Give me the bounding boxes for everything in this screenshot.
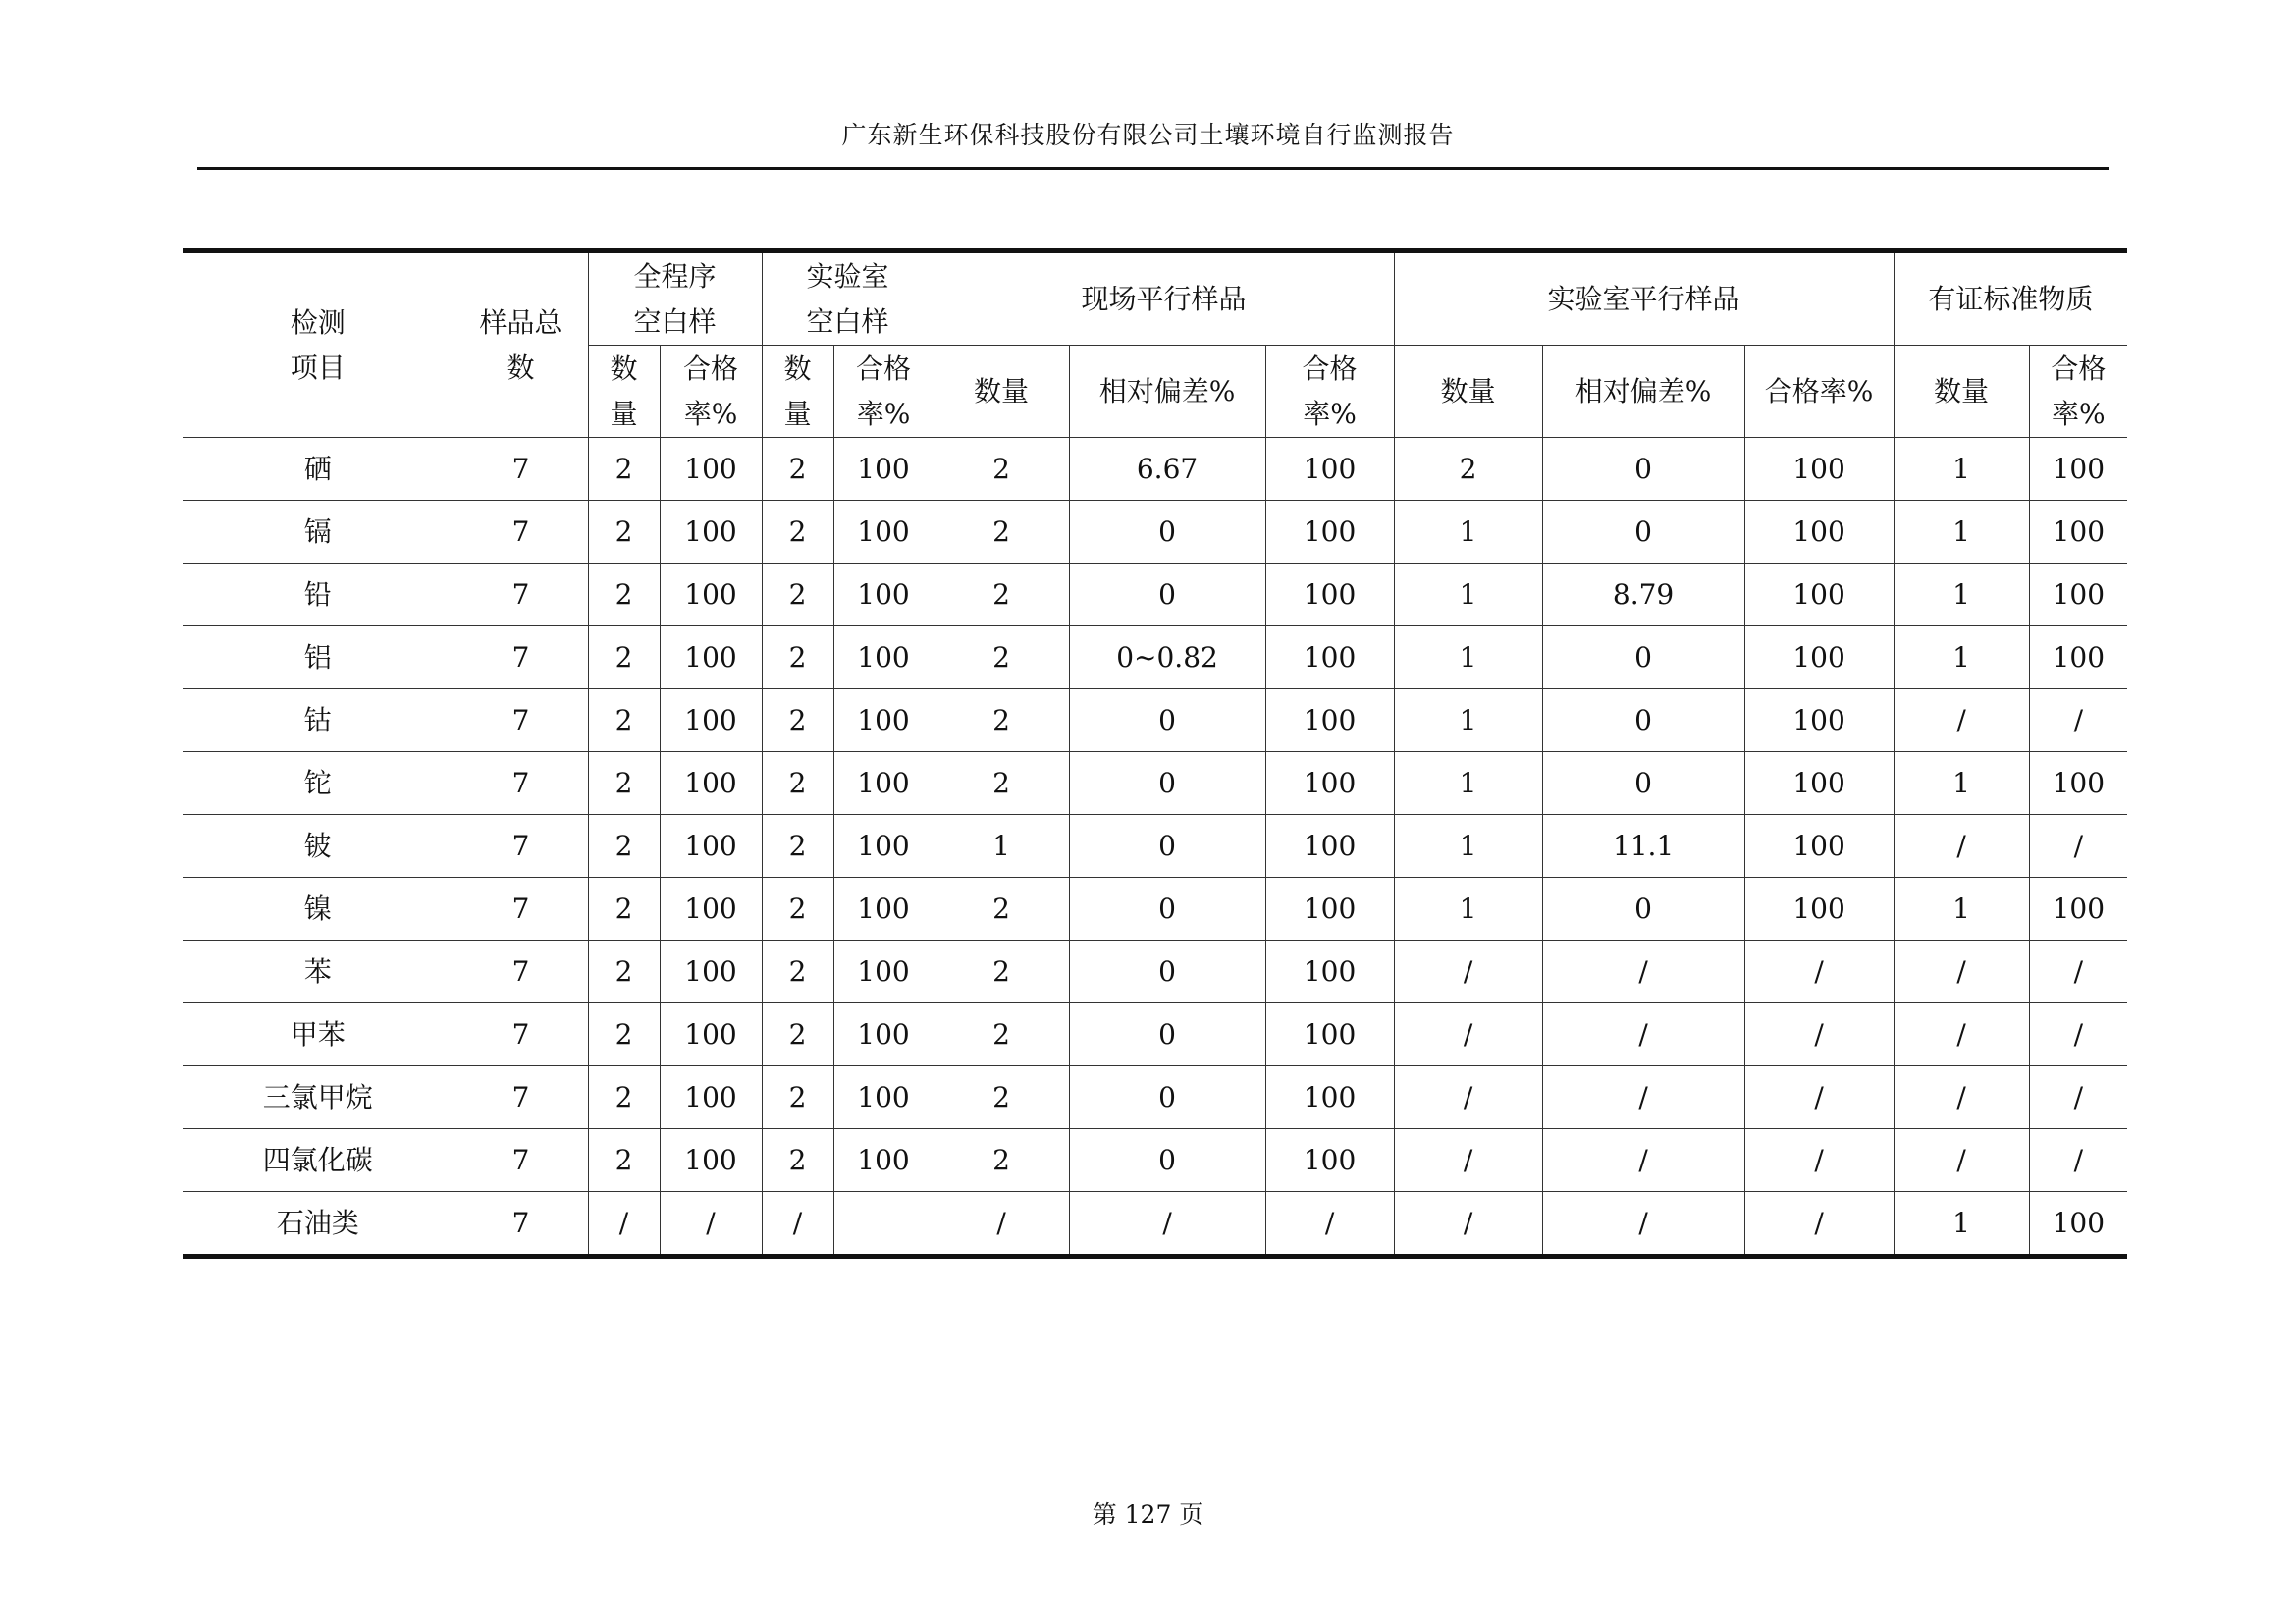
table-cell: 100 bbox=[833, 815, 934, 878]
table-cell: 2 bbox=[1394, 438, 1542, 501]
table-cell: 100 bbox=[660, 815, 762, 878]
table-cell: / bbox=[1265, 1192, 1394, 1257]
table-cell: 100 bbox=[2029, 752, 2127, 815]
subheader-count: 数量 bbox=[934, 346, 1069, 438]
table-cell: 2 bbox=[588, 752, 660, 815]
table-cell: 2 bbox=[762, 501, 833, 564]
table-cell: 2 bbox=[934, 1003, 1069, 1066]
table-cell: 2 bbox=[588, 1129, 660, 1192]
table-cell: 1 bbox=[1394, 752, 1542, 815]
table-cell: 0 bbox=[1542, 438, 1744, 501]
table-cell: 2 bbox=[934, 941, 1069, 1003]
table-cell: 100 bbox=[2029, 878, 2127, 941]
table-cell: 2 bbox=[588, 1066, 660, 1129]
table-row bbox=[183, 626, 2127, 689]
table-cell: 2 bbox=[588, 501, 660, 564]
page-header-title: 广东新生环保科技股份有限公司土壤环境自行监测报告 bbox=[841, 121, 1455, 149]
table-cell: 2 bbox=[934, 689, 1069, 752]
table-cell: 7 bbox=[454, 438, 588, 501]
table-cell: / bbox=[1542, 941, 1744, 1003]
table-cell: / bbox=[762, 1192, 833, 1257]
table-cell bbox=[833, 1192, 934, 1257]
table-cell: 0~0.82 bbox=[1069, 626, 1265, 689]
table-cell: / bbox=[1744, 1129, 1894, 1192]
table-cell: 100 bbox=[833, 1129, 934, 1192]
row-item-name: 钴 bbox=[183, 689, 454, 752]
table-row bbox=[183, 689, 2127, 752]
table-cell: 100 bbox=[2029, 626, 2127, 689]
row-item-name: 硒 bbox=[183, 438, 454, 501]
table-cell: / bbox=[2029, 689, 2127, 752]
table-cell: / bbox=[1894, 815, 2029, 878]
table-cell: 100 bbox=[833, 752, 934, 815]
table-cell: 1 bbox=[1894, 438, 2029, 501]
table-cell: 0 bbox=[1069, 752, 1265, 815]
table-cell: 0 bbox=[1542, 878, 1744, 941]
table-cell: / bbox=[934, 1192, 1069, 1257]
table-cell: 100 bbox=[833, 564, 934, 626]
table-cell: 100 bbox=[2029, 564, 2127, 626]
table-cell: / bbox=[1744, 1192, 1894, 1257]
table-cell: 6.67 bbox=[1069, 438, 1265, 501]
table-cell: 100 bbox=[833, 689, 934, 752]
table-cell: 2 bbox=[762, 626, 833, 689]
table-cell: 0 bbox=[1069, 564, 1265, 626]
table-row bbox=[183, 752, 2127, 815]
table-cell: 100 bbox=[1265, 1066, 1394, 1129]
table-cell: 100 bbox=[660, 878, 762, 941]
row-item-name: 铊 bbox=[183, 752, 454, 815]
table-cell: 2 bbox=[934, 438, 1069, 501]
table-cell: 100 bbox=[833, 438, 934, 501]
table-cell: 0 bbox=[1069, 815, 1265, 878]
table-cell: 100 bbox=[1265, 941, 1394, 1003]
table-cell: 0 bbox=[1542, 501, 1744, 564]
table-row bbox=[183, 1129, 2127, 1192]
table-cell: 2 bbox=[588, 1003, 660, 1066]
subheader-count: 数量 bbox=[1894, 346, 2029, 438]
table-cell: 100 bbox=[660, 1129, 762, 1192]
table-cell: / bbox=[1394, 1066, 1542, 1129]
table-cell: 1 bbox=[1894, 752, 2029, 815]
table-cell: 0 bbox=[1069, 689, 1265, 752]
table-cell: 1 bbox=[1394, 689, 1542, 752]
table-cell: 100 bbox=[2029, 438, 2127, 501]
table-cell: 2 bbox=[588, 941, 660, 1003]
table-cell: 0 bbox=[1542, 689, 1744, 752]
table-cell: 100 bbox=[1744, 564, 1894, 626]
table-cell: 100 bbox=[833, 501, 934, 564]
subheader-rel-dev: 相对偏差% bbox=[1542, 346, 1744, 438]
subheader-pass-rate: 合格 率% bbox=[1265, 346, 1394, 438]
table-cell: 2 bbox=[762, 878, 833, 941]
table-cell: / bbox=[2029, 1066, 2127, 1129]
table-cell: 1 bbox=[1394, 878, 1542, 941]
table-cell: 1 bbox=[1394, 626, 1542, 689]
table-cell: 2 bbox=[934, 564, 1069, 626]
row-item-name: 苯 bbox=[183, 941, 454, 1003]
table-cell: 0 bbox=[1069, 1003, 1265, 1066]
table-cell: 0 bbox=[1069, 501, 1265, 564]
row-item-name: 铍 bbox=[183, 815, 454, 878]
table-cell: 1 bbox=[1394, 501, 1542, 564]
table-cell: 2 bbox=[762, 1066, 833, 1129]
row-item-name: 铅 bbox=[183, 564, 454, 626]
table-cell: 1 bbox=[1894, 1192, 2029, 1257]
header-sample-total: 样品总 数 bbox=[454, 251, 588, 438]
table-row bbox=[183, 1192, 2127, 1257]
table-cell: / bbox=[2029, 941, 2127, 1003]
table-cell: / bbox=[2029, 1129, 2127, 1192]
table-cell: 7 bbox=[454, 626, 588, 689]
table-cell: / bbox=[1542, 1129, 1744, 1192]
table-cell: 2 bbox=[934, 752, 1069, 815]
table-cell: 100 bbox=[660, 564, 762, 626]
table-cell: 0 bbox=[1069, 941, 1265, 1003]
table-cell: 100 bbox=[1265, 689, 1394, 752]
table-cell: 100 bbox=[1265, 564, 1394, 626]
table-cell: 100 bbox=[1744, 815, 1894, 878]
table-row bbox=[183, 941, 2127, 1003]
table-cell: 0 bbox=[1069, 1066, 1265, 1129]
table-cell: 0 bbox=[1542, 752, 1744, 815]
table-cell: 0 bbox=[1069, 878, 1265, 941]
table-cell: 2 bbox=[588, 689, 660, 752]
table-cell: / bbox=[2029, 1003, 2127, 1066]
row-item-name: 三氯甲烷 bbox=[183, 1066, 454, 1129]
table-cell: / bbox=[1394, 941, 1542, 1003]
row-item-name: 甲苯 bbox=[183, 1003, 454, 1066]
table-cell: 2 bbox=[588, 438, 660, 501]
table-cell: / bbox=[1394, 1003, 1542, 1066]
table-cell: 8.79 bbox=[1542, 564, 1744, 626]
subheader-rel-dev: 相对偏差% bbox=[1069, 346, 1265, 438]
table-cell: 100 bbox=[2029, 1192, 2127, 1257]
table-cell: 7 bbox=[454, 564, 588, 626]
table-cell: 7 bbox=[454, 941, 588, 1003]
table-cell: 7 bbox=[454, 1066, 588, 1129]
table-cell: 100 bbox=[833, 626, 934, 689]
table-cell: 2 bbox=[934, 626, 1069, 689]
table-cell: 2 bbox=[934, 501, 1069, 564]
table-cell: 100 bbox=[660, 501, 762, 564]
table-cell: 100 bbox=[1265, 626, 1394, 689]
table-cell: 2 bbox=[762, 1003, 833, 1066]
table-cell: 1 bbox=[1894, 626, 2029, 689]
table-cell: 2 bbox=[934, 1066, 1069, 1129]
subheader-pass-rate: 合格 率% bbox=[833, 346, 934, 438]
table-cell: 1 bbox=[934, 815, 1069, 878]
table-cell: 100 bbox=[833, 878, 934, 941]
table-cell: 100 bbox=[1265, 752, 1394, 815]
table-cell: 100 bbox=[833, 1003, 934, 1066]
table-cell: 2 bbox=[588, 626, 660, 689]
table-cell: 0 bbox=[1542, 626, 1744, 689]
table-cell: 0 bbox=[1069, 1129, 1265, 1192]
table-cell: 100 bbox=[1744, 501, 1894, 564]
row-item-name: 镉 bbox=[183, 501, 454, 564]
table-cell: / bbox=[1744, 1003, 1894, 1066]
table-cell: 100 bbox=[660, 1003, 762, 1066]
table-cell: 100 bbox=[1744, 689, 1894, 752]
table-row bbox=[183, 501, 2127, 564]
table-cell: / bbox=[1542, 1003, 1744, 1066]
table-cell: 100 bbox=[1744, 438, 1894, 501]
table-cell: 100 bbox=[660, 438, 762, 501]
table-cell: 7 bbox=[454, 752, 588, 815]
table-cell: 2 bbox=[762, 941, 833, 1003]
table-row bbox=[183, 564, 2127, 626]
qc-table-body bbox=[183, 438, 2127, 1257]
table-cell: 100 bbox=[1265, 1003, 1394, 1066]
table-cell: / bbox=[1894, 1129, 2029, 1192]
table-cell: 100 bbox=[660, 1066, 762, 1129]
table-cell: 2 bbox=[934, 1129, 1069, 1192]
table-cell: 7 bbox=[454, 878, 588, 941]
table-cell: 2 bbox=[762, 689, 833, 752]
table-cell: 1 bbox=[1894, 878, 2029, 941]
table-cell: 100 bbox=[1265, 878, 1394, 941]
table-cell: 1 bbox=[1394, 564, 1542, 626]
table-cell: 2 bbox=[762, 564, 833, 626]
table-cell: 7 bbox=[454, 501, 588, 564]
table-cell: 7 bbox=[454, 1129, 588, 1192]
table-cell: 2 bbox=[762, 752, 833, 815]
table-cell: 7 bbox=[454, 689, 588, 752]
table-cell: / bbox=[2029, 815, 2127, 878]
table-cell: 1 bbox=[1894, 501, 2029, 564]
row-item-name: 石油类 bbox=[183, 1192, 454, 1257]
table-cell: / bbox=[1744, 1066, 1894, 1129]
table-cell: 2 bbox=[762, 438, 833, 501]
table-cell: 100 bbox=[660, 626, 762, 689]
table-cell: 100 bbox=[833, 1066, 934, 1129]
table-cell: / bbox=[660, 1192, 762, 1257]
table-row bbox=[183, 1003, 2127, 1066]
subheader-pass-rate: 合格 率% bbox=[660, 346, 762, 438]
table-cell: 100 bbox=[1744, 626, 1894, 689]
header-lab-blank: 实验室 空白样 bbox=[762, 251, 934, 346]
table-row bbox=[183, 438, 2127, 501]
table-row bbox=[183, 815, 2127, 878]
header-full-blank: 全程序 空白样 bbox=[588, 251, 762, 346]
table-row bbox=[183, 1066, 2127, 1129]
table-cell: 7 bbox=[454, 815, 588, 878]
table-cell: 7 bbox=[454, 1192, 588, 1257]
table-cell: 100 bbox=[833, 941, 934, 1003]
header-field-parallel: 现场平行样品 bbox=[934, 251, 1394, 346]
table-cell: 2 bbox=[588, 878, 660, 941]
table-cell: 1 bbox=[1394, 815, 1542, 878]
table-cell: / bbox=[1069, 1192, 1265, 1257]
table-cell: 100 bbox=[2029, 501, 2127, 564]
table-cell: 2 bbox=[588, 815, 660, 878]
table-cell: 100 bbox=[1265, 815, 1394, 878]
row-item-name: 四氯化碳 bbox=[183, 1129, 454, 1192]
table-cell: / bbox=[1894, 689, 2029, 752]
page-number: 第 127 页 bbox=[1092, 1500, 1204, 1529]
table-cell: / bbox=[1394, 1129, 1542, 1192]
table-cell: / bbox=[588, 1192, 660, 1257]
table-row bbox=[183, 878, 2127, 941]
table-cell: / bbox=[1542, 1066, 1744, 1129]
subheader-pass-rate: 合格 率% bbox=[2029, 346, 2127, 438]
subheader-count: 数 量 bbox=[762, 346, 833, 438]
table-cell: / bbox=[1894, 1003, 2029, 1066]
row-item-name: 铝 bbox=[183, 626, 454, 689]
table-cell: 2 bbox=[934, 878, 1069, 941]
header-lab-parallel: 实验室平行样品 bbox=[1394, 251, 1894, 346]
table-cell: 1 bbox=[1894, 564, 2029, 626]
table-cell: / bbox=[1394, 1192, 1542, 1257]
table-cell: 100 bbox=[1265, 1129, 1394, 1192]
table-cell: 100 bbox=[660, 689, 762, 752]
table-cell: 7 bbox=[454, 1003, 588, 1066]
table-cell: 11.1 bbox=[1542, 815, 1744, 878]
table-cell: / bbox=[1894, 941, 2029, 1003]
header-crm: 有证标准物质 bbox=[1894, 251, 2127, 346]
subheader-count: 数量 bbox=[1394, 346, 1542, 438]
table-cell: 2 bbox=[762, 1129, 833, 1192]
table-cell: / bbox=[1744, 941, 1894, 1003]
table-cell: 100 bbox=[1265, 501, 1394, 564]
table-cell: 100 bbox=[1744, 878, 1894, 941]
qc-table bbox=[183, 248, 2127, 1259]
table-cell: 2 bbox=[588, 564, 660, 626]
row-item-name: 镍 bbox=[183, 878, 454, 941]
subheader-count: 数 量 bbox=[588, 346, 660, 438]
table-cell: / bbox=[1542, 1192, 1744, 1257]
table-cell: 2 bbox=[762, 815, 833, 878]
table-cell: 100 bbox=[1744, 752, 1894, 815]
header-item: 检测 项目 bbox=[183, 251, 454, 438]
table-cell: 100 bbox=[660, 941, 762, 1003]
table-cell: 100 bbox=[660, 752, 762, 815]
table-cell: 100 bbox=[1265, 438, 1394, 501]
table-cell: / bbox=[1894, 1066, 2029, 1129]
header-divider bbox=[197, 167, 2109, 170]
subheader-pass-rate: 合格率% bbox=[1744, 346, 1894, 438]
